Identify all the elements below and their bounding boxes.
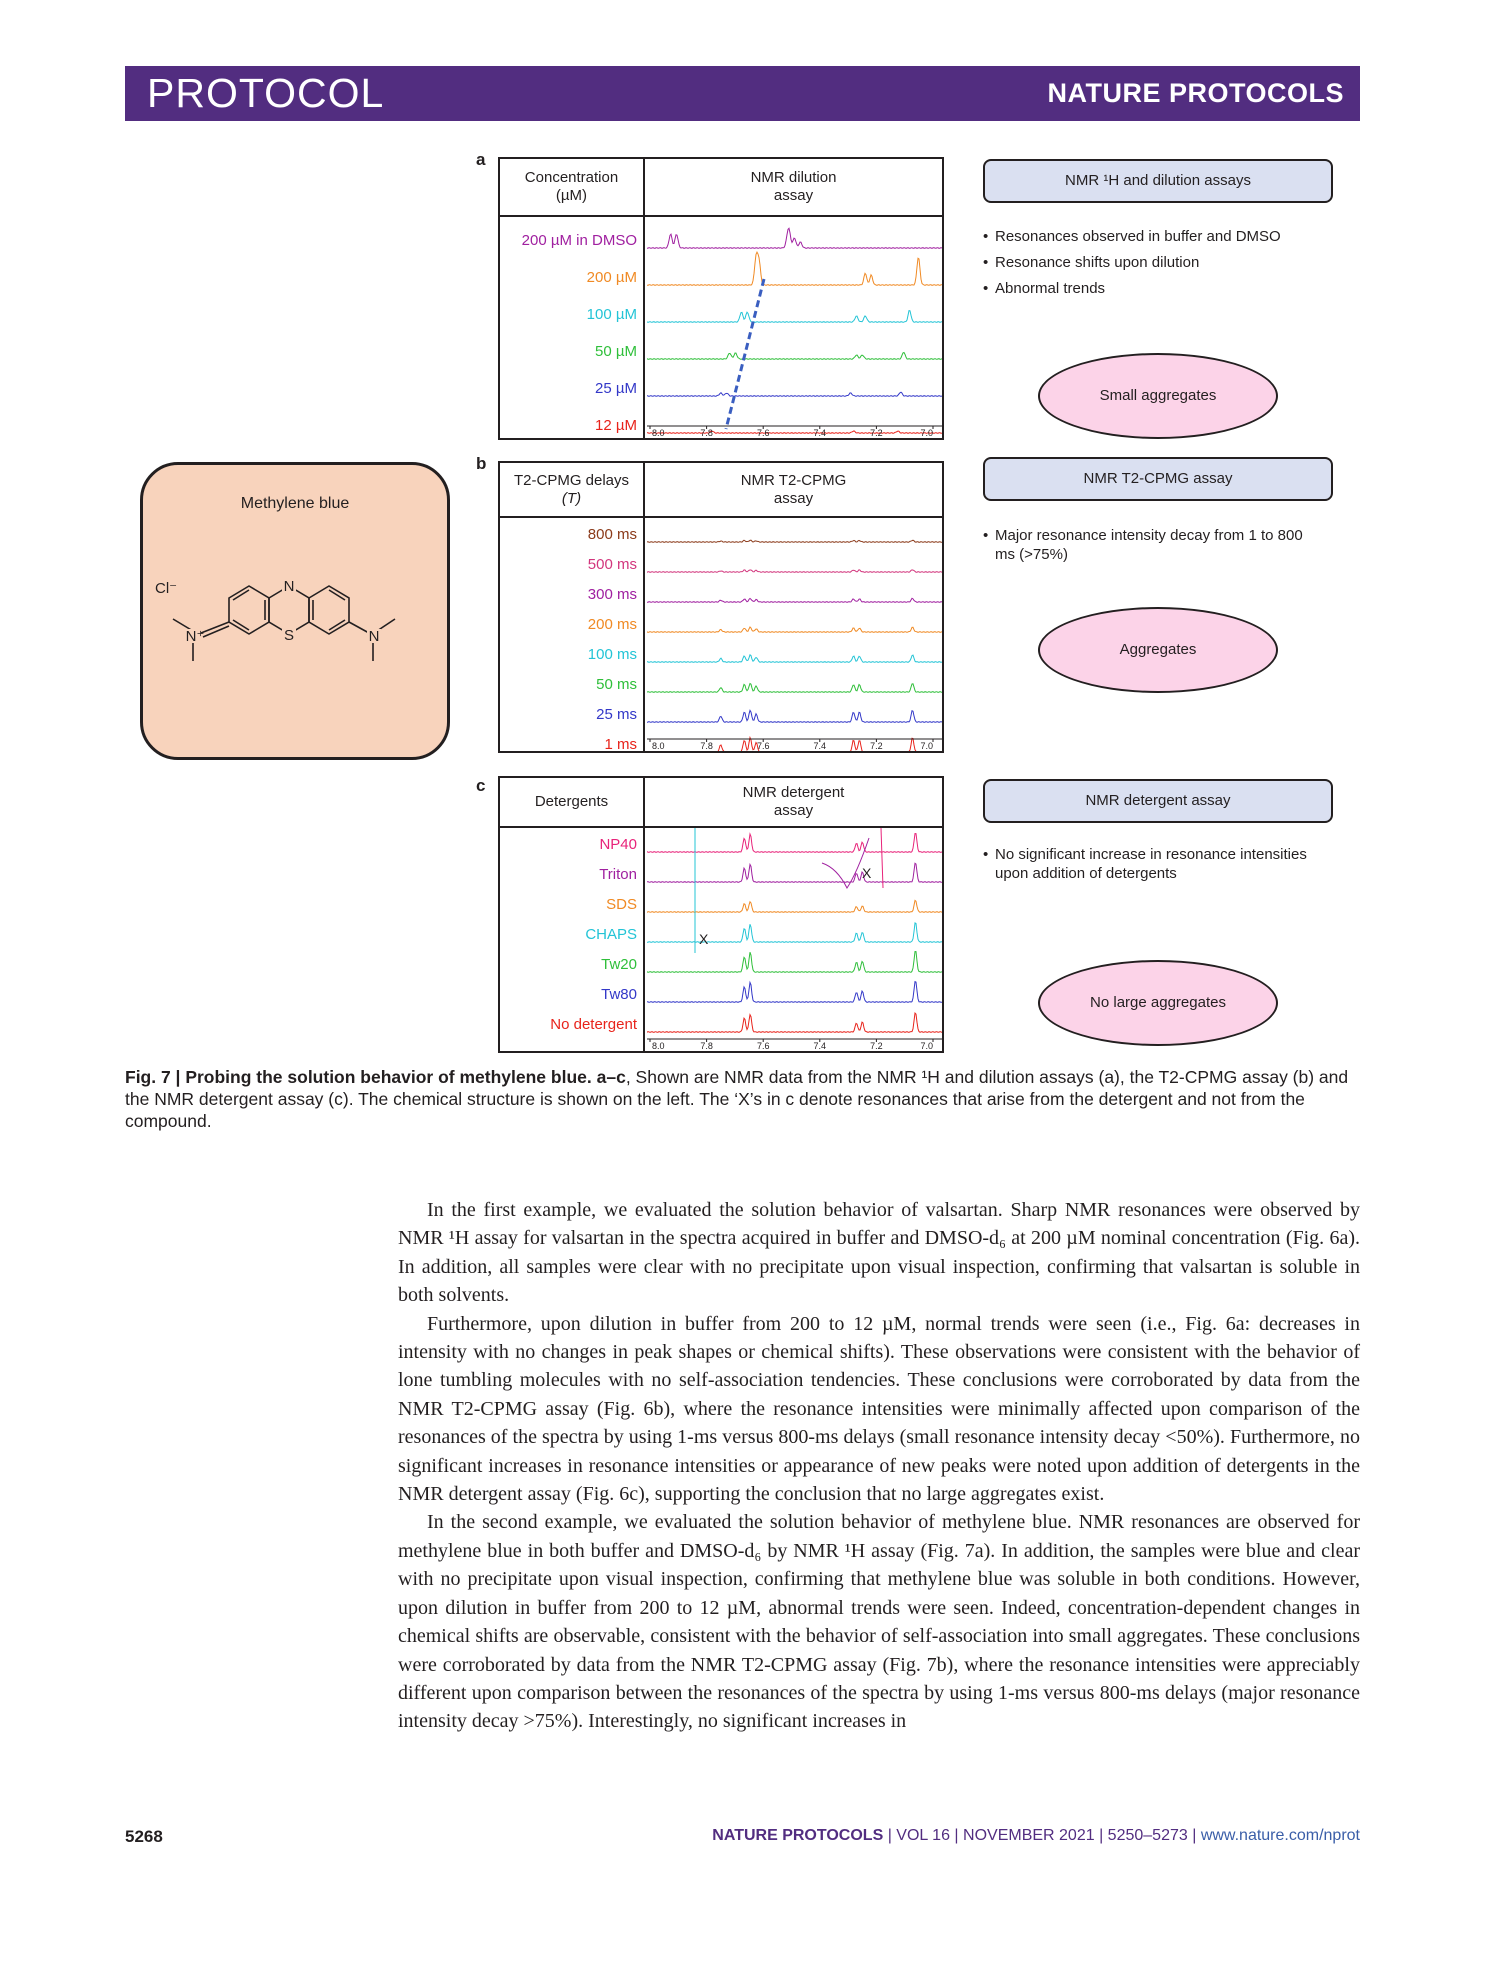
panel_c-tick-label: 8.0	[652, 1041, 665, 1051]
panel_a-tick-label: 7.0	[920, 428, 933, 438]
panel-c-letter: c	[476, 776, 486, 795]
panel_a-tick-label: 8.0	[652, 428, 665, 438]
dilution-trend-line	[726, 279, 764, 429]
panel_b-spectrum-2	[647, 598, 942, 602]
panel_c-spectrum-2	[647, 900, 942, 912]
panel_c-row-label: CHAPS	[585, 926, 637, 943]
counter-ion: Cl⁻	[155, 580, 178, 597]
panel_a-tick-label: 7.8	[700, 428, 713, 438]
panel_c-row-label: NP40	[599, 836, 637, 853]
footer-pages: 5250–5273	[1107, 1827, 1188, 1844]
panel_a-spectrum-4	[647, 392, 942, 396]
panel_b-spectrum-3	[647, 627, 942, 632]
panel-c-bullets	[983, 846, 1313, 891]
panel-a-col1-title: Concentration	[524, 169, 619, 186]
detergent-x-mark: X	[862, 865, 872, 881]
figure-caption	[125, 1066, 1360, 1132]
panel_b-spectrum-6	[647, 710, 942, 722]
footer-url[interactable]: www.nature.com/nprot	[1200, 1827, 1360, 1844]
panel-c-col2-subtitle: assay	[773, 802, 814, 819]
panel-b-labels	[500, 518, 645, 753]
detergent-x-mark: X	[699, 931, 709, 947]
bullet-item: • Major resonance intensity decay from 1 to 800 ms (>75%)	[983, 527, 1313, 565]
panel_b-row-label: 800 ms	[587, 526, 637, 543]
n-atom-right: N	[368, 628, 380, 645]
panel_b-row-label: 100 ms	[587, 646, 637, 663]
panel_a-spectrum-3	[647, 352, 942, 359]
section-title: PROTOCOL	[147, 70, 385, 116]
footer-journal-name: NATURE PROTOCOLS	[712, 1827, 884, 1844]
panel-a-conclusion: Small aggregates	[1038, 353, 1278, 439]
paragraph-2: Furthermore, upon dilution in buffer from 200 to 12 µM, normal trends were seen (i.e., Fig. 6a: decreases in intensity with no changes in peak shapes or chemical shifts). These observations were consistent with the behavior of lone tumbling molecules with no self-association tendencies. These conclusions were corroborated by data from the NMR T2-CPMG assay (Fig. 6b), where the resonance intensities were minimally affected upon comparison of the resonances of the spectra by using 1-ms versus 800-ms delays (small resonance intensity decay <50%). Furthermore, no significant increases in resonance intensities or appearance of new peaks were noted upon addition of detergents in the NMR detergent assay (Fig. 6c), supporting the conclusion that no large aggregates exist.	[398, 1312, 1360, 1506]
panel_b-row-label: 25 ms	[596, 706, 637, 723]
panel-c-labels	[500, 828, 645, 1053]
panel_c-tick-label: 7.6	[756, 1041, 770, 1051]
panel_b-row-label: 1 ms	[604, 736, 637, 753]
panel-b-spectra	[498, 461, 944, 753]
panel-b-col1-title: T2-CPMG delays	[513, 471, 630, 489]
panel-c-col2-title: NMR detergent	[742, 784, 845, 801]
panel-b-col2-subtitle: assay	[773, 489, 814, 507]
panel_b-tick-label: 7.8	[700, 741, 713, 751]
panel-c-conclusion: No large aggregates	[1038, 960, 1278, 1046]
panel_c-row-label: Tw80	[601, 986, 637, 1003]
footer-date: NOVEMBER 2021	[963, 1827, 1095, 1844]
panel-a-col2-subtitle: assay	[773, 187, 814, 204]
panel_c-spectrum-4	[647, 952, 942, 973]
panel_c-row-label: Triton	[599, 866, 637, 883]
structure-box	[140, 462, 450, 760]
panel_c-tick-label: 7.4	[813, 1041, 827, 1051]
panel-a-col2-title: NMR dilution	[750, 169, 837, 186]
panel-b-col1-unit: (T)	[561, 489, 582, 507]
panel_c-spectrum-1	[647, 863, 942, 882]
panel_a-tick-label: 7.2	[870, 428, 883, 438]
panel_b-spectrum-7	[647, 738, 942, 751]
panel_b-row-label: 50 ms	[596, 676, 637, 693]
panel_a-spectrum-2	[647, 311, 942, 323]
np40-artefact	[881, 828, 883, 888]
n-plus-atom: N⁺	[185, 628, 205, 645]
footer-citation: NATURE PROTOCOLS | VOL 16 | NOVEMBER 2021 | 5250–5273 | www.nature.com/nprot	[712, 1827, 1360, 1844]
bullet-item: • Resonance shifts upon dilution	[983, 254, 1313, 273]
panel-a-plot	[647, 159, 942, 438]
caption-text: , Shown are NMR data from the NMR ¹H and dilution assays (a), the T2-CPMG assay (b) and the NMR detergent assay (c). The chemical structure is shown on the left. The ‘X’s in c denote resonances that arise from the detergent and not from the compound.	[125, 1067, 1349, 1131]
panel_a-row-label: 12 µM	[595, 417, 637, 434]
body-text	[398, 1196, 1360, 1736]
panel_b-spectrum-0	[647, 540, 942, 542]
ring-n-atom: N	[283, 578, 295, 595]
panel_c-tick-label: 7.0	[920, 1041, 933, 1051]
panel_c-tick-label: 7.8	[700, 1041, 713, 1051]
panel_a-spectrum-1	[647, 252, 942, 285]
panel_a-row-label: 50 µM	[595, 343, 637, 360]
s-atom: S	[283, 627, 295, 644]
paragraph-3: In the second example, we evaluated the solution behavior of methylene blue. NMR resonances are observed for methylene blue in both buffer and DMSO-d₆ by NMR ¹H assay (Fig. 7a). In addition, the samples were blue and clear with no precipitate upon visual inspection, confirming that methylene blue was soluble in both conditions. However, upon dilution in buffer from 200 to 12 µM, abnormal trends were seen. Indeed, concentration-dependent changes in chemical shifts are observable, consistent with the behavior of self-association into small aggregates. These conclusions were corroborated by data from the NMR T2-CPMG assay (Fig. 7b), where the resonance intensities were appreciably different upon comparison between the resonances of the spectra by using 1-ms versus 800-ms delays (major resonance intensity decay >75%). Interestingly, no significant increases in	[398, 1511, 1360, 1733]
panel-a-letter: a	[476, 150, 486, 169]
panel_b-row-label: 500 ms	[587, 556, 637, 573]
panel_b-tick-label: 7.4	[813, 741, 827, 751]
panel_b-spectrum-5	[647, 683, 942, 692]
footer-volume: VOL 16	[896, 1827, 950, 1844]
panel-c-plot	[647, 778, 942, 1051]
bullet-item: • Abnormal trends	[983, 280, 1313, 299]
panel-b-conclusion: Aggregates	[1038, 607, 1278, 693]
panel_b-tick-label: 7.0	[920, 741, 933, 751]
panel-c-assay-box: NMR detergent assay	[983, 779, 1333, 823]
panel-c-col1-title: Detergents	[534, 793, 609, 810]
panel-b-plot	[647, 463, 942, 751]
panel_c-row-label: No detergent	[550, 1016, 637, 1033]
panel_a-row-label: 25 µM	[595, 380, 637, 397]
panel_c-spectrum-3	[647, 923, 942, 942]
panel_b-tick-label: 7.2	[870, 741, 883, 751]
journal-title: NATURE PROTOCOLS	[1047, 78, 1344, 108]
panel_a-tick-label: 7.6	[756, 428, 770, 438]
bullet-item: • No significant increase in resonance intensities upon addition of detergents	[983, 846, 1313, 884]
panel_b-spectrum-1	[647, 570, 942, 573]
panel-a-bullets	[983, 228, 1313, 305]
bullet-item: • Resonances observed in buffer and DMSO	[983, 228, 1313, 247]
panel_c-spectrum-6	[647, 1013, 942, 1032]
panel_a-spectrum-5	[647, 431, 942, 433]
caption-label: Fig. 7 | Probing the solution behavior of methylene blue. a–c	[125, 1067, 626, 1087]
panel_b-spectrum-4	[647, 655, 942, 663]
panel-a-labels	[500, 217, 645, 440]
panel_b-tick-label: 7.6	[756, 741, 770, 751]
panel-a-col1-unit: (µM)	[555, 187, 588, 204]
methylene-blue-structure	[143, 465, 447, 757]
panel-b-bullets	[983, 527, 1313, 572]
panel-b-col2-title: NMR T2-CPMG	[740, 471, 847, 489]
panel_c-row-label: Tw20	[601, 956, 637, 973]
panel_b-row-label: 300 ms	[587, 586, 637, 603]
header-bar	[125, 66, 1360, 121]
page-number: 5268	[125, 1827, 163, 1846]
panel_b-tick-label: 8.0	[652, 741, 665, 751]
panel_c-spectrum-0	[647, 834, 942, 853]
panel-b-letter: b	[476, 454, 487, 473]
panel_a-row-label: 200 µM in DMSO	[521, 232, 637, 249]
paragraph-1: In the first example, we evaluated the solution behavior of valsartan. Sharp NMR resonances were observed by NMR ¹H assay for valsartan in the spectra acquired in buffer and DMSO-d₆ at 200 µM nominal concentration (Fig. 6a). In addition, all samples were clear with no precipitate upon visual inspection, confirming that valsartan is soluble in both solvents.	[398, 1199, 1360, 1307]
panel-a-assay-box: NMR ¹H and dilution assays	[983, 159, 1333, 203]
panel-b-assay-box: NMR T2-CPMG assay	[983, 457, 1333, 501]
compound-name: Methylene blue	[240, 495, 350, 512]
panel_a-tick-label: 7.4	[813, 428, 827, 438]
panel_c-spectrum-5	[647, 982, 942, 1003]
panel-c-spectra	[498, 776, 944, 1053]
panel_a-spectrum-0	[647, 228, 942, 248]
panel_a-row-label: 200 µM	[586, 269, 637, 286]
panel_a-row-label: 100 µM	[586, 306, 637, 323]
panel-a-spectra	[498, 157, 944, 440]
panel_b-row-label: 200 ms	[587, 616, 637, 633]
panel_c-tick-label: 7.2	[870, 1041, 883, 1051]
panel_c-row-label: SDS	[606, 896, 637, 913]
